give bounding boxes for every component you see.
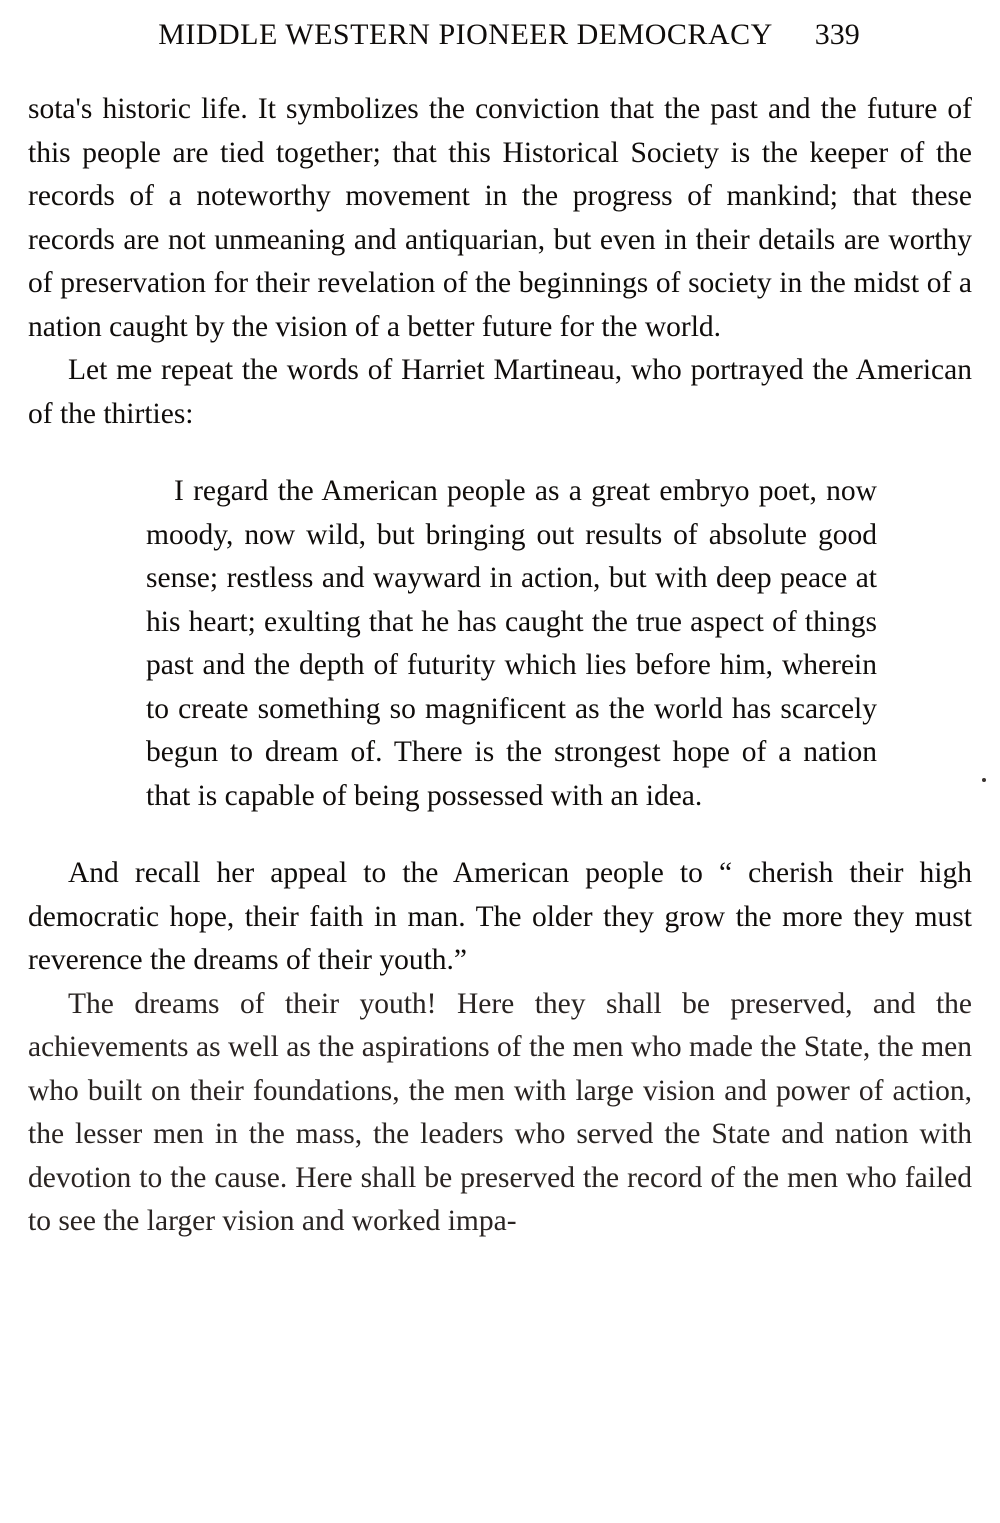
blockquote-text: I regard the American people as a great embryo poet, now moody, now wild, but bringing out results of absolute good sense; restless and wayward in action, but with deep peace at his heart; exulting that he has caught the true aspect of things past and the depth of futurity which lies before him, wherein to create something so magnificent as the world has scarcely begun to dream of. There is the strongest hope of a nation that is capable of being possessed with an idea.	[146, 475, 877, 812]
page-speck-artifact	[982, 778, 986, 782]
paragraph-3: And recall her appeal to the American people to “ cherish their high democratic hope, their faith in man. The older they grow the more they must reverence the dreams of their youth.”	[28, 857, 972, 976]
running-head	[28, 18, 972, 52]
body-text	[28, 88, 972, 1244]
blockquote	[28, 470, 972, 818]
paragraph-4: The dreams of their youth! Here they shall be preserved, and the achievements as well as the aspirations of the men who made the State, the men who built on their foundations, the men with large vision and power of action, the lesser men in the mass, the leaders who served the State and nation with devotion to the cause. Here shall be preserved the record of the men who failed to see the larger vision and worked impa-	[28, 987, 972, 1237]
page-number: 339	[814, 18, 860, 51]
paragraph-1: sota's historic life. It symbolizes the conviction that the past and the future of this people are tied together; that this Historical Society is the keeper of the records of a noteworthy movement in the progress of mankind; that these records are not unmeaning and antiquarian, but even in their details are worthy of preservation for their revelation of the beginnings of society in the midst of a nation caught by the vision of a better future for the world.	[28, 93, 972, 343]
paragraph-2: Let me repeat the words of Harriet Martineau, who portrayed the American of the thirties:	[28, 354, 972, 430]
running-head-title: MIDDLE WESTERN PIONEER DEMOCRACY	[158, 18, 773, 51]
